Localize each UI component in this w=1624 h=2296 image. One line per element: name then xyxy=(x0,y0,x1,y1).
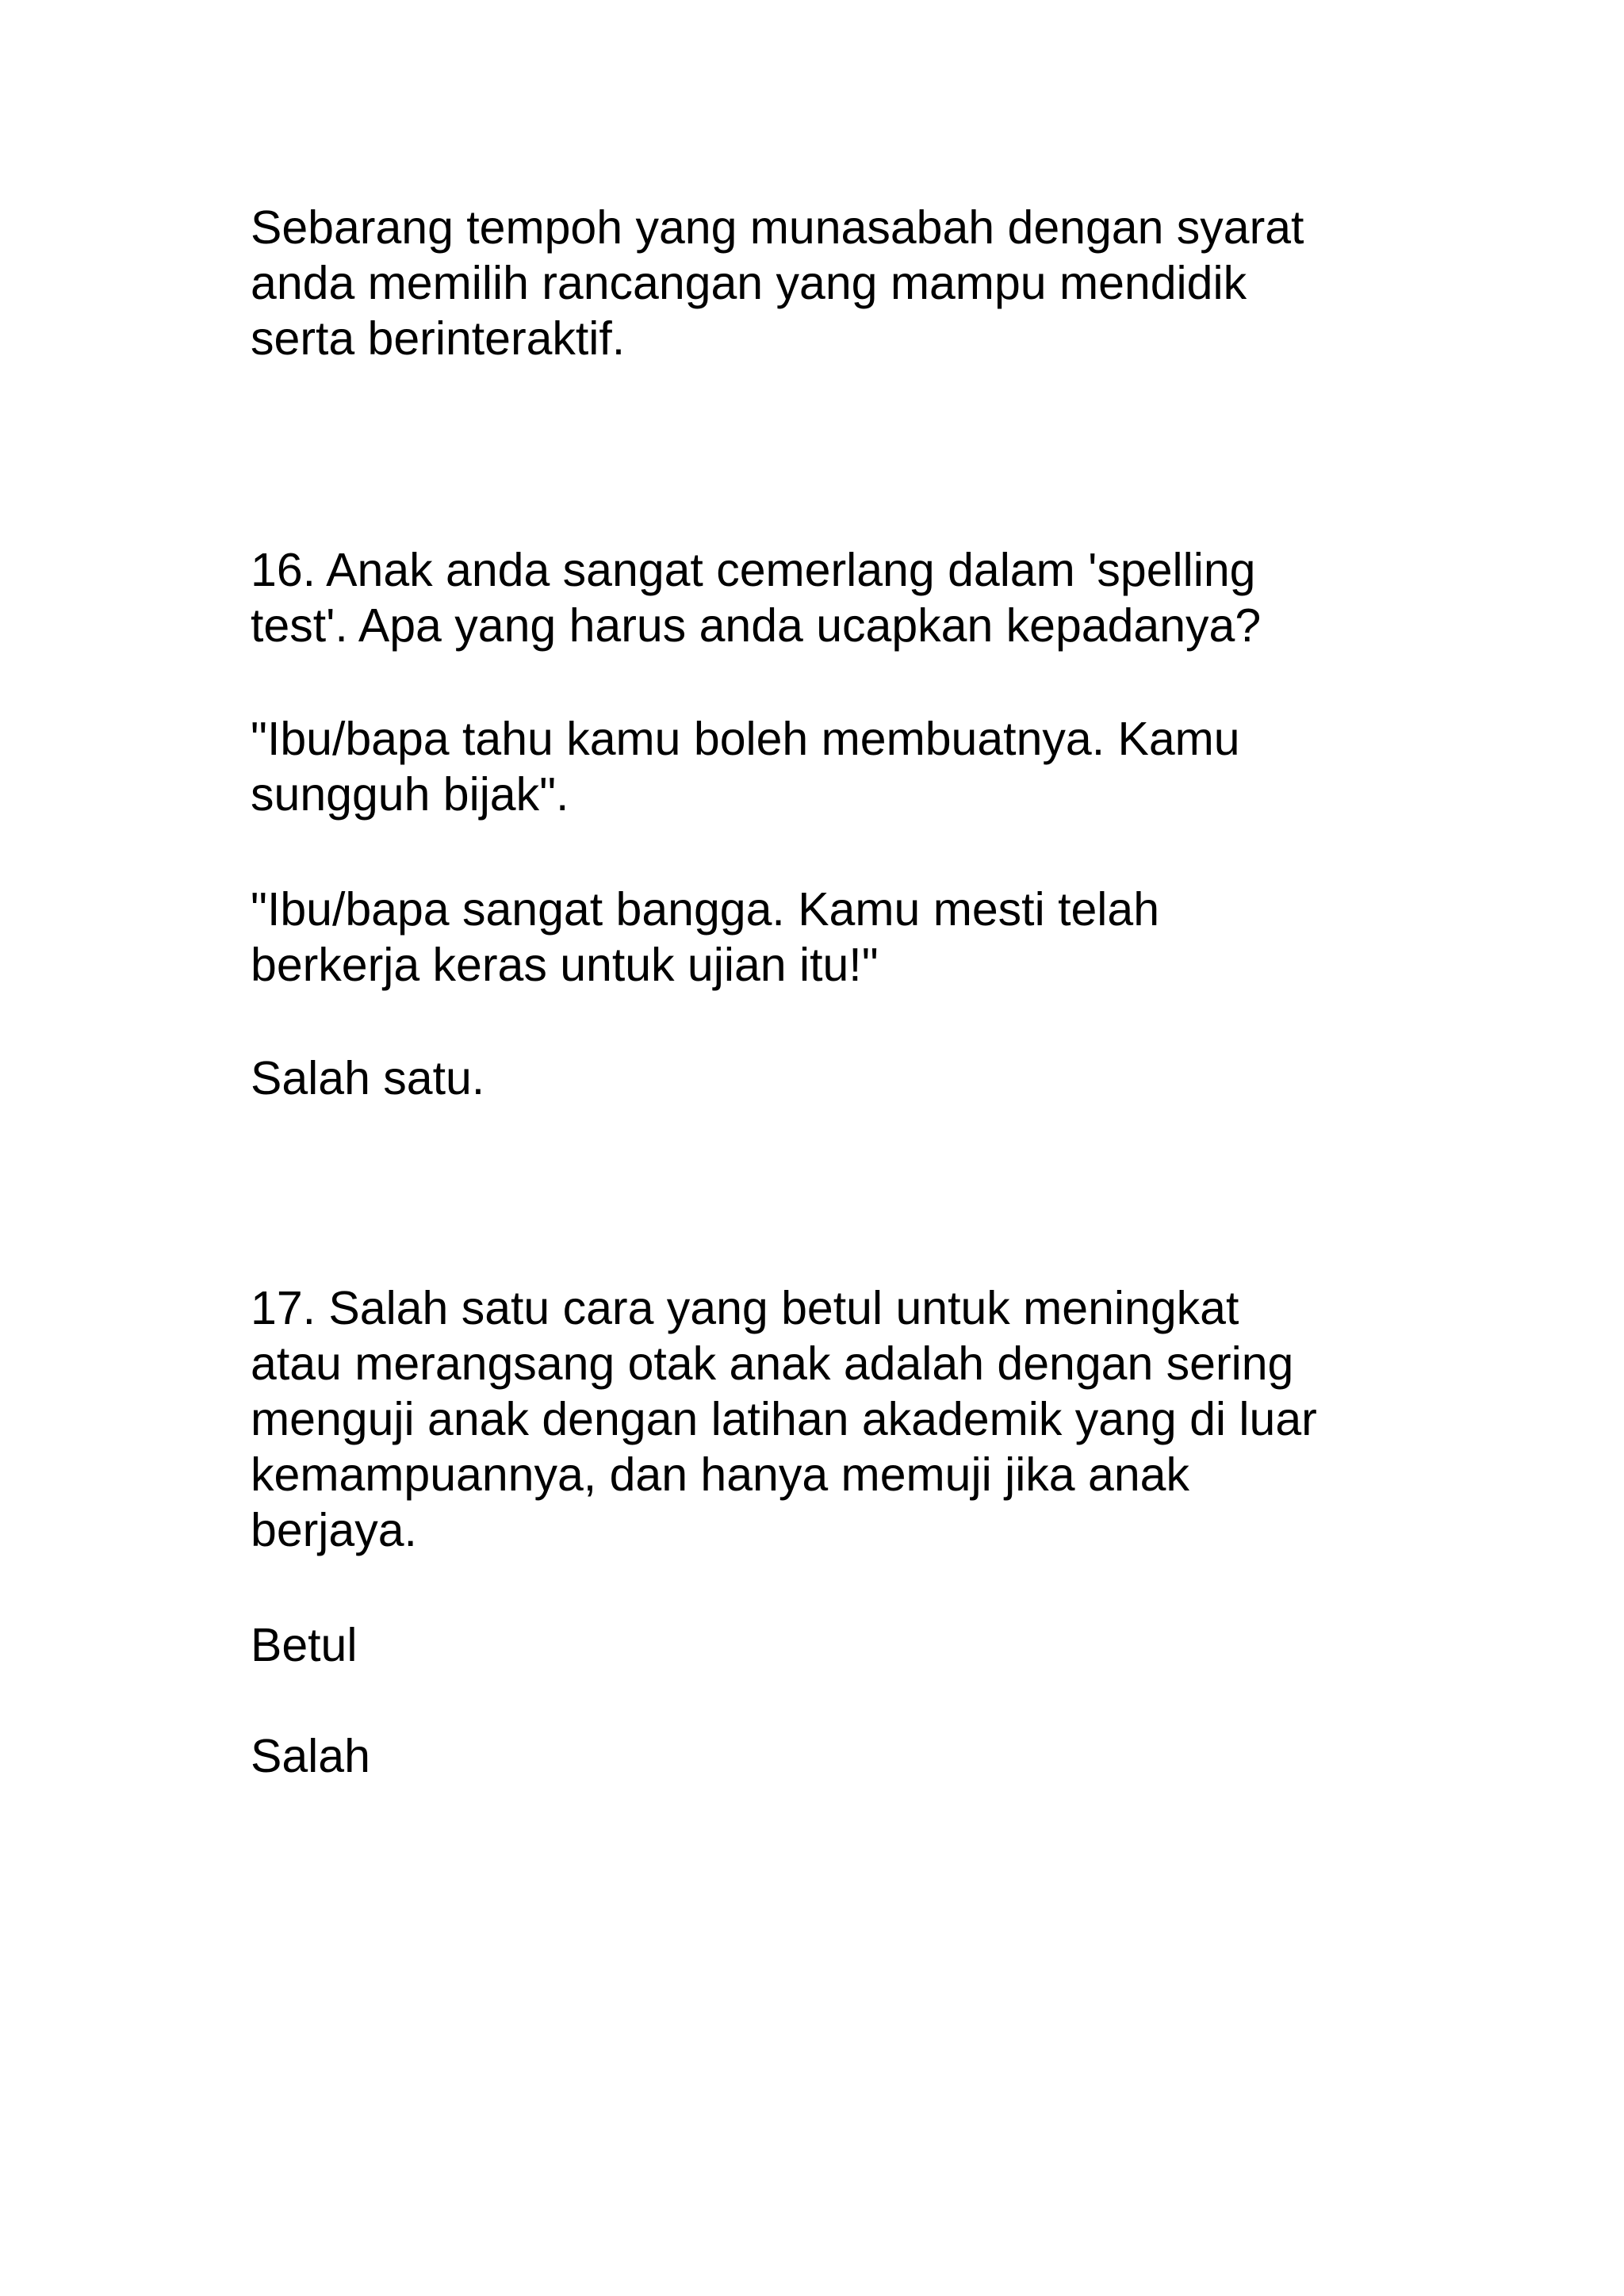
question-17-option-salah[interactable]: Salah xyxy=(251,1730,370,1782)
question-17-prompt: 17. Salah satu cara yang betul untuk meningkat atau merangsang otak anak adalah dengan sering menguji anak dengan latihan akademik yang di luar kemampuannya, dan hanya memuji jika anak berjaya. xyxy=(251,1282,1317,1556)
question-16-prompt: 16. Anak anda sangat cemerlang dalam 'spelling test'. Apa yang harus anda ucapkan kepadanya? xyxy=(251,544,1262,652)
question-16-option-3[interactable]: Salah satu. xyxy=(251,1052,485,1104)
question-16-option-2[interactable]: "Ibu/bapa sangat bangga. Kamu mesti telah berkerja keras untuk ujian itu!" xyxy=(251,883,1160,991)
answer-15-text: Sebarang tempoh yang munasabah dengan syarat anda memilih rancangan yang mampu mendidik serta berinteraktif. xyxy=(251,201,1304,365)
question-17-option-betul[interactable]: Betul xyxy=(251,1619,358,1671)
question-16-option-1[interactable]: "Ibu/bapa tahu kamu boleh membuatnya. Kamu sungguh bijak". xyxy=(251,713,1240,821)
